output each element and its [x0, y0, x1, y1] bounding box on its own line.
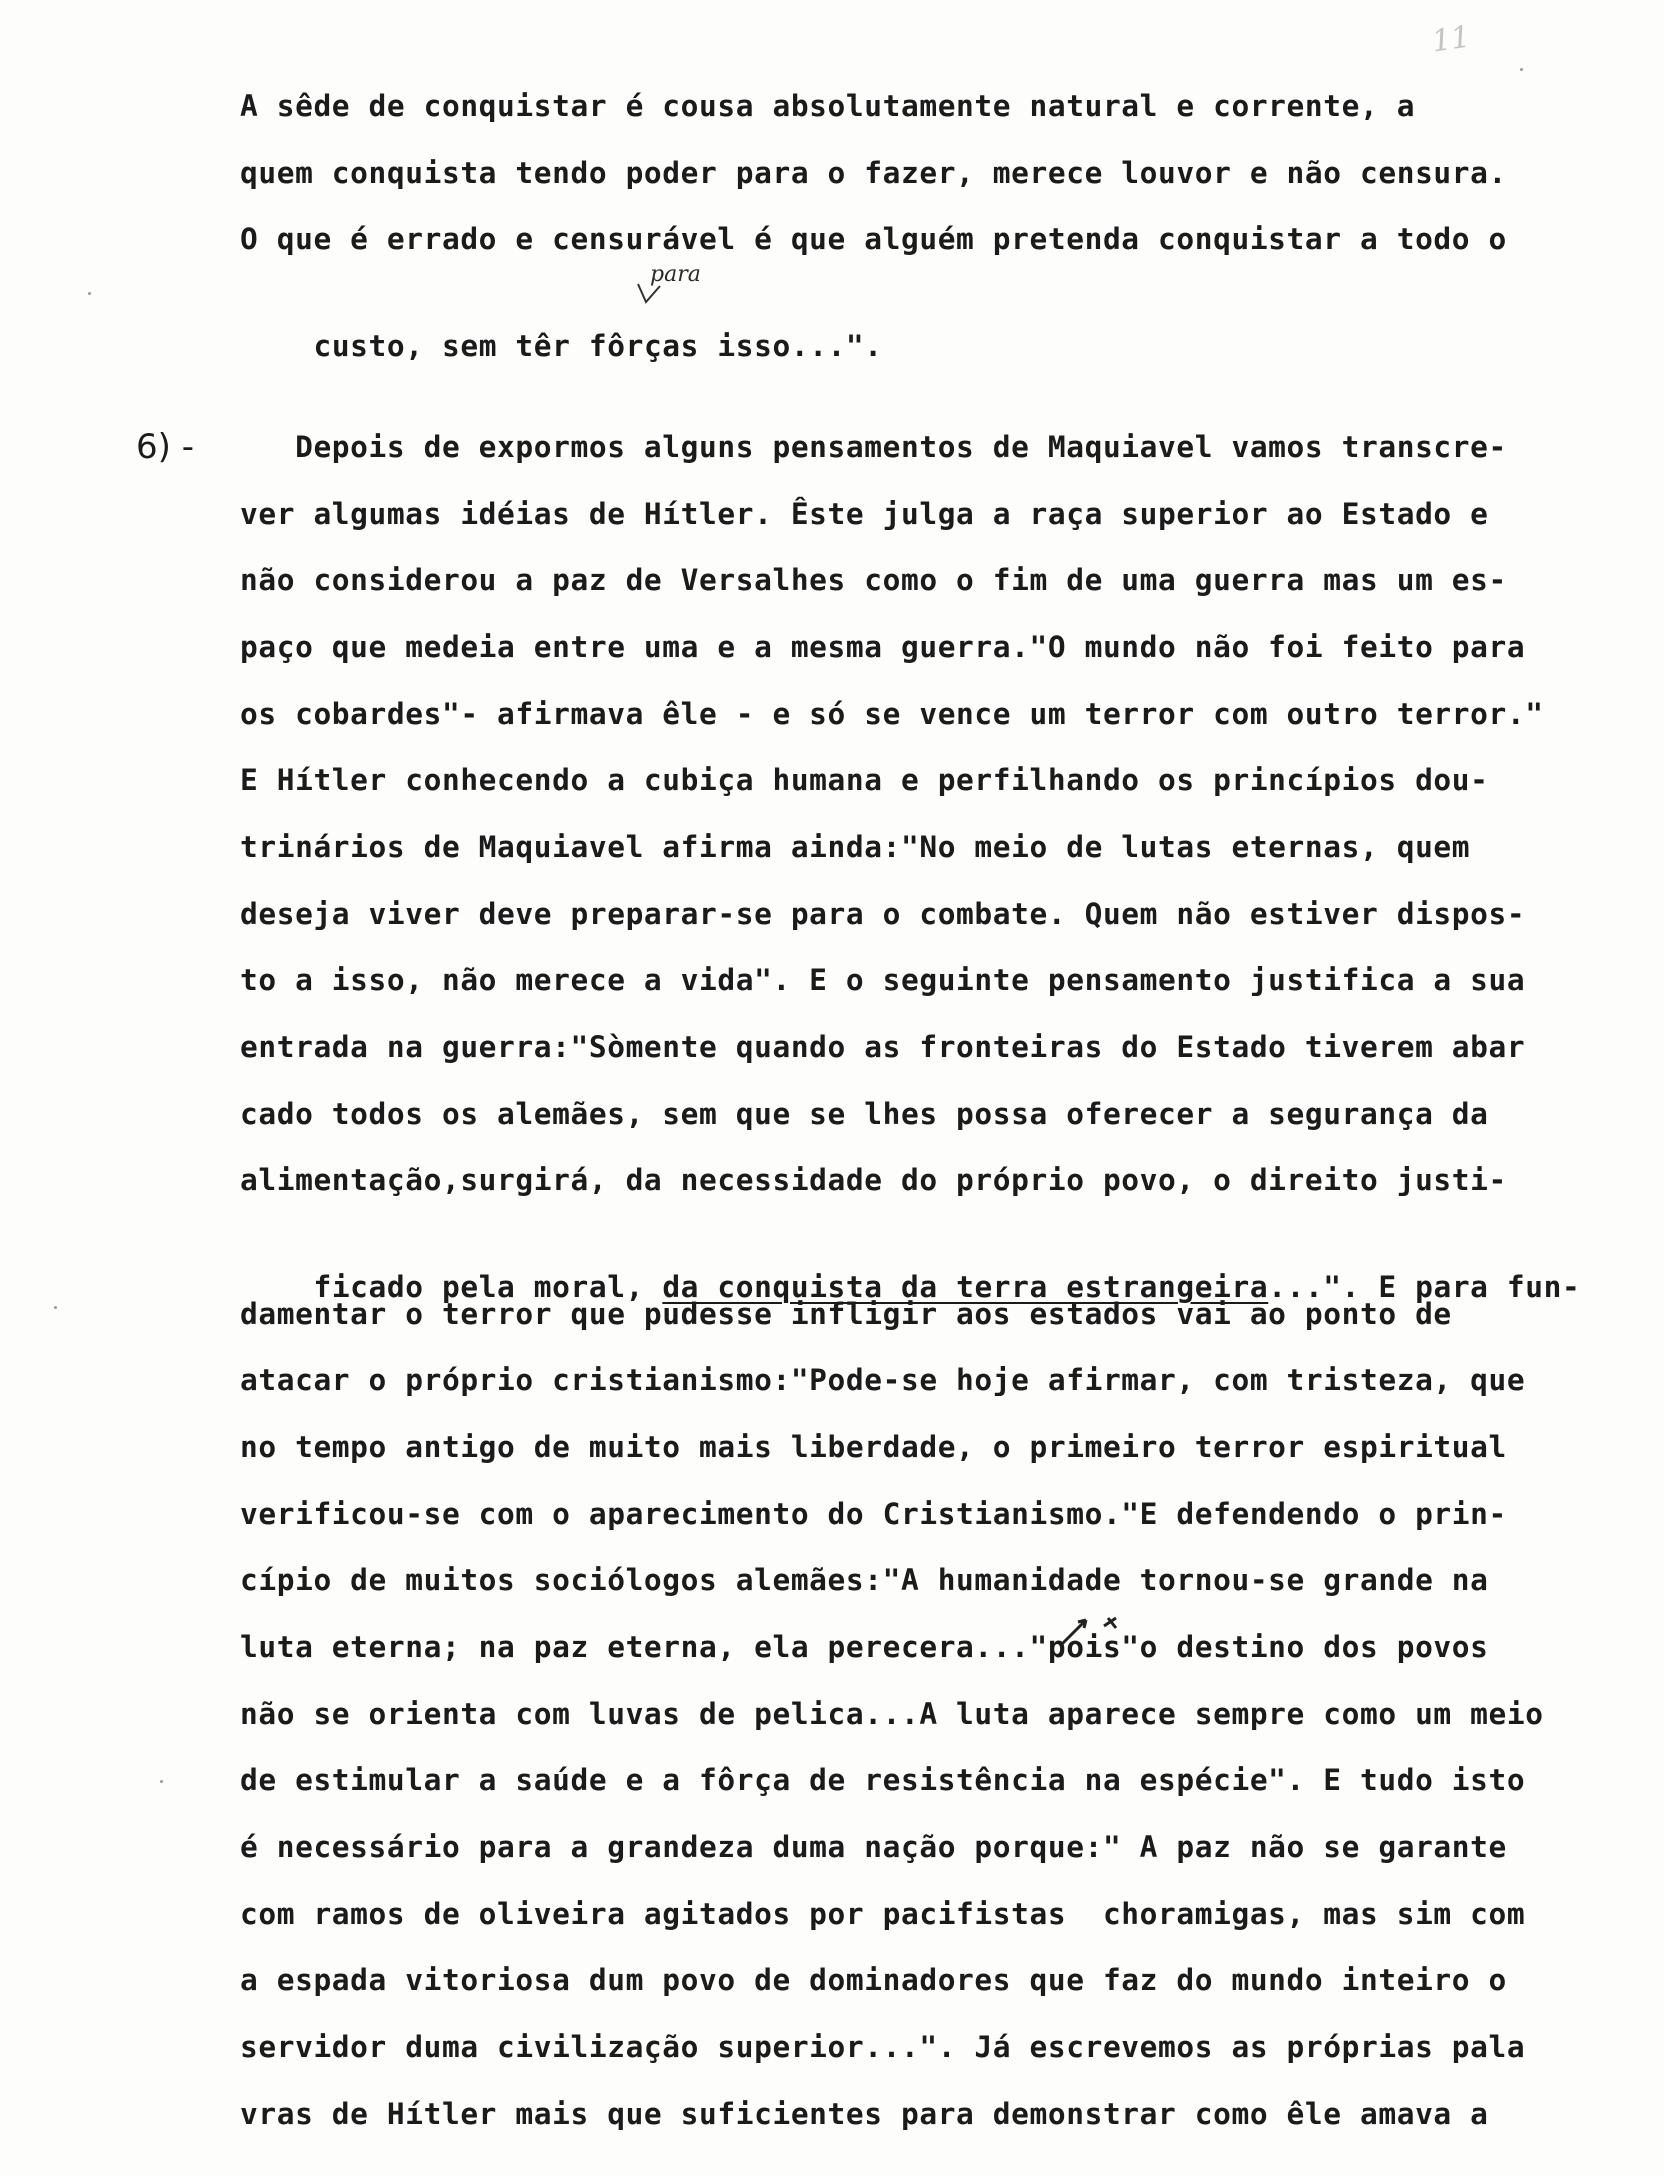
underlined-phrase: da conquista da terra estrangeira: [662, 1270, 1269, 1304]
paper-speck: [88, 292, 91, 295]
para6-line-13-pre: ficado pela moral,: [313, 1270, 663, 1304]
para6-line-17: verificou-se com o aparecimento do Cristianismo."E defendendo o prin-: [240, 1497, 1507, 1531]
para6-line-12: alimentação,surgirá, da necessidade do próprio povo, o direito justi-: [240, 1163, 1507, 1197]
para6-line-7: trinários de Maquiavel afirma ainda:"No meio de lutas eternas, quem: [240, 830, 1471, 864]
para6-line-3: não considerou a paz de Versalhes como o fim de uma guerra mas um es-: [240, 563, 1507, 597]
para6-line-22: é necessário para a grandeza duma nação porque:" A paz não se garante: [240, 1830, 1507, 1864]
para6-line-25: servidor duma civilização superior...". Já escrevemos as próprias pala: [240, 2030, 1526, 2064]
text-line-4-start: custo, sem têr fôrças: [313, 329, 700, 363]
para6-line-5: os cobardes"- afirmava êle - e só se vence um terror com outro terror.": [240, 697, 1544, 731]
text-line-4-end: isso...".: [717, 329, 883, 363]
para6-line-14: damentar o terror que pudesse infligir aos estados vai ao ponto de: [240, 1297, 1452, 1331]
para6-line-2: ver algumas idéias de Hítler. Êste julga a raça superior ao Estado e: [240, 497, 1489, 531]
para6-line-18: cípio de muitos sociólogos alemães:"A humanidade tornou-se grande na: [240, 1563, 1489, 1597]
para6-line-11: cado todos os alemães, sem que se lhes possa oferecer a segurança da: [240, 1097, 1489, 1131]
para6-line-15: atacar o próprio cristianismo:"Pode-se hoje afirmar, com tristeza, que: [240, 1363, 1526, 1397]
para6-line-8: deseja viver deve preparar-se para o combate. Quem não estiver dispos-: [240, 897, 1526, 931]
correction-mark-icon: [1056, 1612, 1126, 1652]
para6-line-23: com ramos de oliveira agitados por pacifistas choramigas, mas sim com: [240, 1897, 1526, 1931]
para6-line-13-post: ...". E para fun-: [1268, 1270, 1581, 1304]
para6-line-10: entrada na guerra:"Sòmente quando as fronteiras do Estado tiverem abar: [240, 1030, 1526, 1064]
para6-line-24: a espada vitoriosa dum povo de dominadores que faz do mundo inteiro o: [240, 1963, 1507, 1997]
handwritten-insert: para: [650, 262, 701, 287]
para6-line-6: E Hítler conhecendo a cubiça humana e perfilhando os princípios dou-: [240, 763, 1489, 797]
paper-speck: [54, 1306, 57, 1309]
paragraph-number: 6) -: [136, 427, 194, 467]
para6-line-20: não se orienta com luvas de pelica...A luta aparece sempre como um meio: [240, 1697, 1544, 1731]
paper-speck: [160, 1780, 163, 1783]
para6-line-4: paço que medeia entre uma e a mesma guerra."O mundo não foi feito para: [240, 630, 1526, 664]
para6-line-16: no tempo antigo de muito mais liberdade, o primeiro terror espiritual: [240, 1430, 1507, 1464]
para6-line-21: de estimular a saúde e a fôrça de resistência na espécie". E tudo isto: [240, 1763, 1526, 1797]
insert-gap: [699, 329, 717, 363]
text-line-3: O que é errado e censurável é que alguém pretenda conquistar a todo o: [240, 222, 1507, 256]
text-line-1: A sêde de conquistar é cousa absolutamente natural e corrente, a: [240, 89, 1416, 123]
page-pencil-mark: 11: [1429, 19, 1473, 60]
para6-line-26: vras de Hítler mais que suficientes para demonstrar como êle amava a: [240, 2097, 1489, 2131]
text-line-2: quem conquista tendo poder para o fazer, merece louvor e não censura.: [240, 156, 1507, 190]
para6-line-19: luta eterna; na paz eterna, ela perecera..."pois"o destino dos povos: [240, 1630, 1489, 1664]
paper-speck: [1520, 68, 1523, 71]
para6-line-1: Depois de expormos alguns pensamentos de Maquiavel vamos transcre-: [240, 430, 1507, 464]
text-line-4: [240, 286, 883, 406]
para6-line-9: to a isso, não merece a vida". E o seguinte pensamento justifica a sua: [240, 963, 1526, 997]
